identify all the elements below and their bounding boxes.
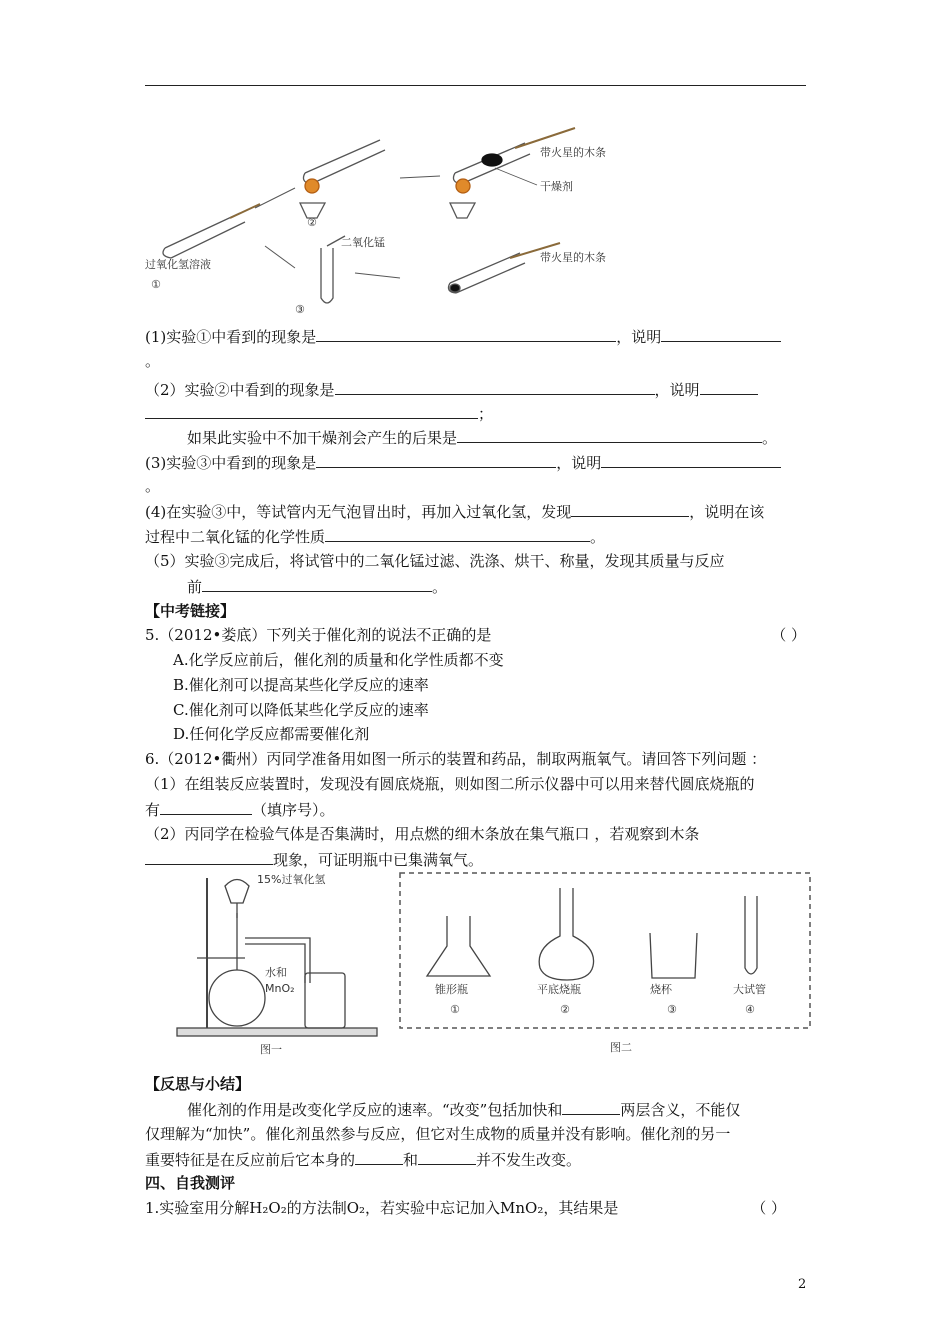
- q2-line: [145, 378, 806, 401]
- q2-text: （2）实验②中看到的现象是: [145, 381, 335, 399]
- q2-line-2: [145, 402, 806, 425]
- self1-answer-paren[interactable]: （ ）: [751, 1199, 786, 1217]
- q1-text: (1)实验①中看到的现象是: [145, 328, 317, 346]
- summary-line-3: [145, 1148, 806, 1171]
- q4-blank-2[interactable]: [325, 525, 590, 542]
- mc5-option-d: D.任何化学反应都需要催化剂: [173, 725, 370, 743]
- q2-period: 。: [762, 429, 778, 447]
- q2-line-3: [145, 426, 848, 449]
- q3-end: 。: [145, 477, 161, 495]
- section-self-test: 四、自我测评: [145, 1174, 236, 1192]
- q1-blank-2[interactable]: [661, 325, 781, 342]
- q2-blank-4[interactable]: [457, 426, 762, 443]
- label-conical-flask: 锥形瓶: [435, 983, 468, 996]
- label-15pct-h2o2: 15%过氧化氢: [257, 873, 326, 886]
- figure-1: [177, 878, 377, 1036]
- q1-end: 。: [145, 352, 161, 370]
- conical-flask: [427, 916, 490, 976]
- q4-line: [145, 500, 806, 523]
- tube-desiccant: [450, 128, 575, 218]
- q5-text: 前: [187, 578, 203, 596]
- q6-stem: 6.（2012•衢州）丙同学准备用如图一所示的装置和药品，制取两瓶氧气。请回答下列问题 ：: [145, 750, 767, 768]
- q6-blank-2[interactable]: [145, 848, 273, 865]
- num-3: ③: [667, 1003, 677, 1016]
- label-stick-top: 带火星的木条: [540, 146, 606, 159]
- label-desiccant: 干燥剂: [540, 180, 573, 193]
- tube-2-heated: [300, 140, 385, 218]
- self1-line: [145, 1197, 806, 1219]
- mc5-stem-line: [145, 624, 806, 646]
- experiment-figure: [145, 118, 665, 318]
- q3-text: (3)实验③中看到的现象是: [145, 454, 317, 472]
- q2-blank-3[interactable]: [145, 402, 478, 419]
- summary-blank-1[interactable]: [562, 1098, 620, 1115]
- q5-blank[interactable]: [202, 575, 432, 592]
- label-stick-bottom: 带火星的木条: [540, 251, 606, 264]
- q6-p1: （1）在组装反应装置时，发现没有圆底烧瓶，则如图二所示仪器中可以用来替代圆底烧瓶的: [145, 775, 755, 793]
- q4-text: (4)在实验③中，等试管内无气泡冒出时，再加入过氧化氢，发现: [145, 503, 572, 521]
- summary-text-2: 两层含义，不能仅: [620, 1101, 741, 1119]
- summary-line-1: [145, 1098, 848, 1121]
- q2-text-3: 如果此实验中不加干燥剂会产生的后果是: [187, 429, 458, 447]
- arrow-1: [255, 188, 295, 208]
- caption-figure-2: 图二: [610, 1041, 632, 1054]
- q5-period: 。: [432, 578, 448, 596]
- q4-period: 。: [590, 528, 606, 546]
- label-h2o2: 过氧化氢溶液: [145, 258, 211, 271]
- q4-text-2: ，说明在该: [689, 503, 765, 521]
- section-zhongkao: 【中考链接】: [145, 602, 236, 620]
- beaker: [650, 933, 697, 978]
- q6-p2: （2）丙同学在检验气体是否集满时，用点燃的细木条放在集气瓶口 ，若观察到木条: [145, 825, 700, 843]
- q5-line-2: [145, 575, 848, 598]
- apparatus-figure: [165, 868, 815, 1063]
- q3-blank-1[interactable]: [316, 451, 556, 468]
- summary-text-5: 并不发生改变。: [476, 1151, 582, 1169]
- q1-blank-1[interactable]: [316, 325, 616, 342]
- q4-line-2: [145, 525, 806, 548]
- large-test-tube: [745, 896, 757, 974]
- q3-line: [145, 451, 806, 474]
- flat-bottom-flask: [539, 888, 593, 980]
- figure-2-instruments: [427, 888, 757, 980]
- q2-text-2: ，说明: [654, 381, 700, 399]
- summary-text-3: 重要特征是在反应前后它本身的: [145, 1151, 356, 1169]
- summary-blank-3[interactable]: [418, 1148, 476, 1165]
- q4-text-3: 过程中二氧化锰的化学性质: [145, 528, 326, 546]
- q2-semicolon: ；: [478, 405, 494, 423]
- q6-p1-line2: [145, 798, 806, 821]
- mc5-option-b: B.催化剂可以提高某些化学反应的速率: [173, 676, 429, 694]
- q6-blank-1[interactable]: [160, 798, 252, 815]
- arrow-4: [355, 273, 400, 278]
- q6-p2-end: 现象，可证明瓶中已集满氧气。: [273, 851, 484, 869]
- summary-text-1: 催化剂的作用是改变化学反应的速率。“改变”包括加快和: [187, 1101, 563, 1119]
- summary-blank-2[interactable]: [355, 1148, 403, 1165]
- label-beaker: 烧杯: [650, 983, 672, 996]
- self1-stem: 1.实验室用分解H₂O₂的方法制O₂，若实验中忘记加入MnO₂，其结果是: [145, 1199, 619, 1217]
- label-3: ③: [295, 303, 305, 316]
- q2-blank-1[interactable]: [335, 378, 655, 395]
- label-1: ①: [151, 278, 161, 291]
- q2-blank-2[interactable]: [700, 378, 758, 395]
- page-number: 2: [798, 1277, 807, 1292]
- section-fansi: 【反思与小结】: [145, 1075, 251, 1093]
- label-test-tube: 大试管: [733, 983, 766, 996]
- q1-text-2: ，说明: [616, 328, 662, 346]
- arrow-2: [265, 246, 295, 268]
- mc5-answer-paren[interactable]: （ ）: [771, 626, 806, 644]
- num-1: ①: [450, 1003, 460, 1016]
- q6-p1-end: （填序号）。: [252, 801, 335, 819]
- test-tube-1: [163, 204, 260, 258]
- q5-line: （5）实验③完成后，将试管中的二氧化锰过滤、洗涤、烘干、称量，发现其质量与反应: [145, 552, 725, 570]
- mc5-option-c: C.催化剂可以降低某些化学反应的速率: [173, 701, 429, 719]
- summary-line-2: 仅理解为“加快”。催化剂虽然参与反应，但它对生成物的质量并没有影响。催化剂的另一: [145, 1125, 731, 1143]
- label-mno2: 二氧化锰: [341, 236, 385, 249]
- label-mno2-fig: MnO₂: [265, 982, 295, 995]
- mc5-option-a: A.化学反应前后，催化剂的质量和化学性质都不变: [173, 651, 504, 669]
- label-2: ②: [307, 216, 317, 229]
- q3-text-2: ，说明: [556, 454, 602, 472]
- arrow-3: [400, 176, 440, 178]
- q4-blank-1[interactable]: [571, 500, 689, 517]
- label-flat-flask: 平底烧瓶: [537, 983, 581, 996]
- num-4: ④: [745, 1003, 755, 1016]
- label-water: 水和: [265, 966, 287, 979]
- q6-p1-has: 有: [145, 801, 161, 819]
- num-2: ②: [560, 1003, 570, 1016]
- q1-line: [145, 325, 806, 348]
- caption-figure-1: 图一: [260, 1043, 282, 1056]
- q3-blank-2[interactable]: [601, 451, 781, 468]
- header-rule: [145, 85, 806, 86]
- mc5-stem: 5.（2012•娄底）下列关于催化剂的说法不正确的是: [145, 626, 492, 644]
- summary-text-4: 和: [403, 1151, 419, 1169]
